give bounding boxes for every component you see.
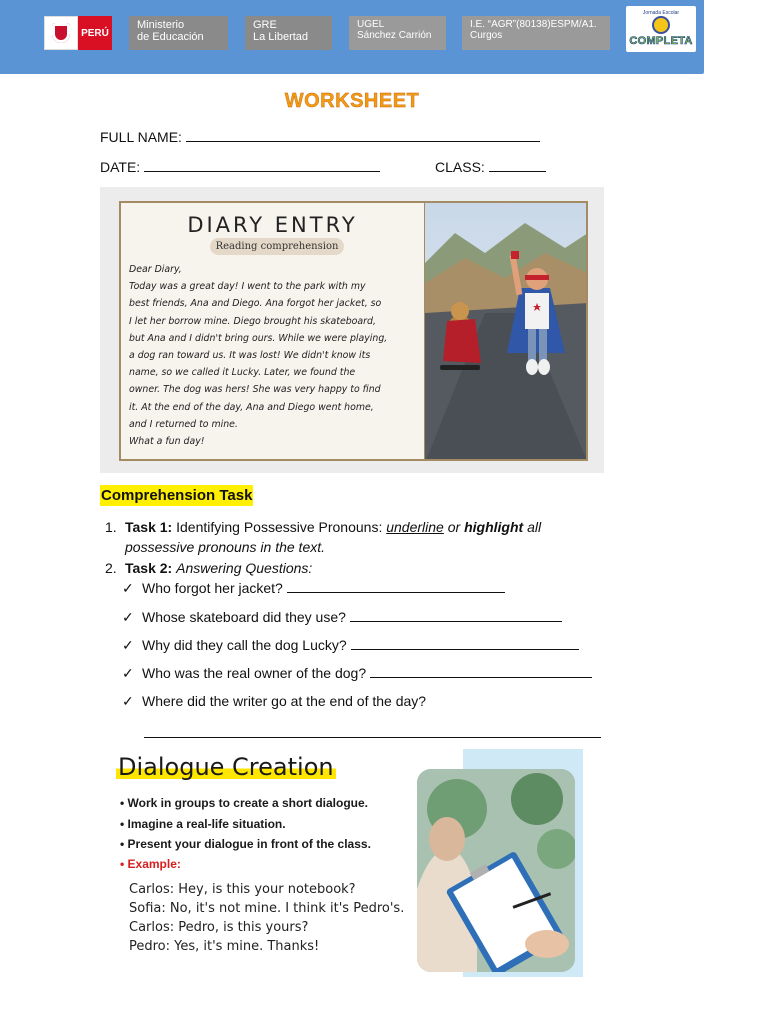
task-1-text: Identifying Possessive Pronouns: [176,519,383,535]
diary-line: a dog ran toward us. It was lost! We didn't know its [129,350,371,362]
completa-logo-subtext: Jornada Escolar [642,10,680,16]
question-text: Who forgot her jacket? [142,580,283,596]
task-2-text: Answering Questions: [176,560,313,576]
ministry-box [129,16,228,50]
school-box [462,16,610,50]
dialogue-title: Dialogue Creation [118,753,334,781]
question-3 [122,637,579,654]
date-field[interactable] [100,159,380,175]
dialogue-bullet: • Present your dialogue in front of the class. [120,837,371,851]
checkmark-icon: ✓ [122,580,134,596]
date-line[interactable] [144,160,380,172]
diary-subtitle: Reading comprehension [210,238,344,255]
diary-line: owner. The dog was hers! She was very happy to find [129,384,381,396]
dialogue-creation-image [102,747,582,977]
task-1 [105,517,575,557]
question-text: Where did the writer go at the end of the day? [142,693,427,709]
gre-box [245,16,332,50]
checkmark-icon: ✓ [122,693,134,709]
dialogue-line: Sofia: No, it's not mine. I think it's Pedro's. [129,901,405,916]
question-text: Who was the real owner of the dog? [142,665,367,681]
diary-text [129,261,417,450]
answer-line[interactable] [351,638,579,650]
peru-logo [44,16,112,50]
ministry-line1: Ministerio [137,19,185,31]
ugel-line1: UGEL [357,19,385,30]
answer-line-long[interactable] [144,737,601,738]
ministry-line2: de Educación [137,31,204,43]
diary-closing: What a fun day! [129,436,205,448]
task-1-underline-word: underline [386,519,444,535]
diary-line: and I returned to mine. [129,418,238,430]
comprehension-heading: Comprehension Task [101,487,253,504]
dialogue-line: Carlos: Pedro, is this yours? [129,920,309,935]
dialogue-line: Pedro: Yes, it's mine. Thanks! [129,939,320,954]
question-2 [122,609,562,626]
checkmark-icon: ✓ [122,637,134,653]
task-2-label: Task 2: [125,560,173,576]
diary-card [119,201,426,461]
task-2-number: 2. [105,560,117,576]
school-line1: I.E. “AGR”(80138)ESPM/A1. [470,19,597,30]
dialogue-bullet: • Imagine a real-life situation. [120,817,286,831]
clipboard-illustration [417,769,575,972]
diary-title: DIARY ENTRY [187,213,358,237]
ugel-box [349,16,446,50]
sun-clock-icon [652,16,670,34]
question-5 [122,693,426,710]
task-1-label: Task 1: [125,519,173,535]
full-name-field[interactable] [100,129,540,145]
superhero-kid-illustration [425,203,588,461]
checkmark-icon: ✓ [122,665,134,681]
task-1-rest: all [527,519,542,535]
clipboard-photo [417,769,575,972]
class-line[interactable] [489,160,546,172]
full-name-line[interactable] [186,130,540,142]
question-1 [122,580,505,597]
diary-line: but Ana and I didn't bring ours. While we were playing, [129,332,388,344]
diary-line: name, so we called it Lucky. Later, we found the [129,367,356,379]
date-label: DATE: [100,159,141,175]
dialogue-line: Carlos: Hey, is this your notebook? [129,882,356,897]
question-text: Why did they call the dog Lucky? [142,637,347,653]
diary-entry-image [100,187,604,473]
school-line2: Curgos [470,30,503,41]
question-4 [122,665,592,682]
answer-line[interactable] [370,666,592,678]
completa-logo-text: COMPLETA [629,35,693,47]
answer-line[interactable] [350,610,562,622]
coat-of-arms-icon [44,16,78,50]
dialogue-bullet: • Work in groups to create a short dialogue. [120,796,369,810]
jornada-completa-logo [626,6,696,52]
dialogue-example-label: • Example: [120,857,181,871]
question-text: Whose skateboard did they use? [142,609,346,625]
diary-line: I let her borrow mine. Diego brought his skateboard, [129,315,376,327]
header-banner [0,0,704,74]
task-2 [105,558,575,578]
diary-line: it. At the end of the day, Ana and Diego went home, [129,401,374,413]
class-label: CLASS: [435,159,485,175]
diary-greeting: Dear Diary, [129,264,182,275]
ugel-line2: Sánchez Carrión [357,30,432,41]
task-1-highlight-word: highlight [464,519,524,535]
gre-line2: La Libertad [253,31,309,43]
gre-line1: GRE [253,19,277,31]
class-field[interactable] [435,159,546,175]
peru-logo-text: PERÚ [78,16,112,50]
worksheet-title: WORKSHEET [284,90,420,112]
diary-line: Today was a great day! I went to the park with my [129,281,366,293]
diary-line: best friends, Ana and Diego. Ana forgot her jacket, so [129,298,382,310]
answer-line[interactable] [287,581,505,593]
task-1-number: 1. [105,519,117,535]
task-1-line2: possessive pronouns in the text. [125,539,326,555]
superhero-kid-photo [425,201,588,461]
full-name-label: FULL NAME: [100,129,182,145]
task-1-or: or [447,519,461,535]
checkmark-icon: ✓ [122,609,134,625]
